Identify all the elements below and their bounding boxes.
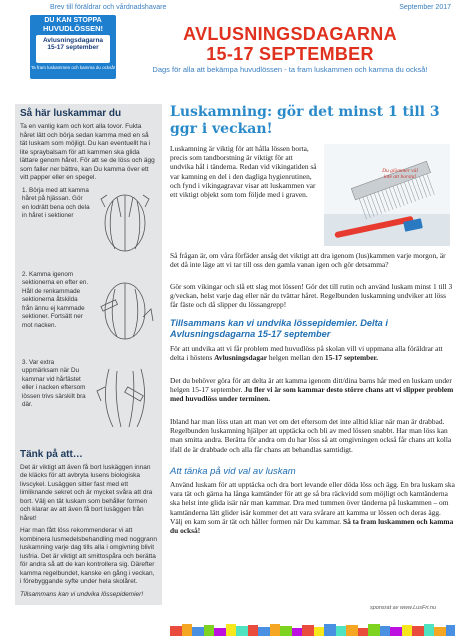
badge-inner-dates: 15-17 september <box>47 44 99 51</box>
step-1-text: 1. Börja med att kamma håret på hjässan. Gör en lodrätt bena och dela in håret i sektioner <box>22 186 90 219</box>
badge-line1: DU KAN STOPPA <box>44 17 102 24</box>
comb-caption: Du glömmer väl inte att borsta! <box>382 168 418 180</box>
letter-date: September 2017 <box>399 4 451 11</box>
para-b-text-2: helgen mellan den <box>267 353 325 363</box>
badge-footer: Ta fram luskammen och kamma du också! <box>30 65 116 70</box>
para-c-bold: Ju fler vi är som kammar desto större chans att vi slipper problem med huvudlöss under terminen. <box>170 385 454 404</box>
para-b-date: 15-17 september. <box>324 353 378 363</box>
letter-type: Brev till föräldrar och vårdnadshavare <box>50 4 167 11</box>
article-para-b <box>170 344 455 362</box>
campaign-badge <box>30 15 116 79</box>
sidebar-para-2: Det är viktigt att även få bort luskäggen innan de kläcks för att avbryta lusens biologiska livscykel. Lusäggen sitter fast med ett limliknande sekret och är mycket svåra att dra bort. Välj en tät luskam som behåller formen och klarar av att även få bort lusäggen från håret! <box>20 463 153 522</box>
subhead-1: Tillsammans kan vi undvika lössepidemier. Delta i Avlusningsdagarna 15-17 september <box>170 318 388 339</box>
para-b-bold: Avlusningsdagar <box>214 353 267 363</box>
step-2-text: 2. Kamma igenom sektionerna en efter en. Håll de renkammade sektionerna åtskilda från ännu ej kammade sektioner. Fortsätt ner mot nacken. <box>22 270 89 329</box>
article-para-e <box>170 480 455 535</box>
article-para-d: Ibland har man löss utan att man vet om det eftersom det inte alltid kliar när man är drabbad. Regelbunden luskamning hjälper att upptäcka och bli av med lössen snabbt. Har man löss kan man smitta andra. Berätta för andra om du har löss så att omgivningen också får chans att kolla ifall de är drabbade och alla får chans att behandlas samtidigt. <box>170 417 452 454</box>
article-lead-cont: Så frågan är, om våra förfäder ansåg det viktigt att dra igenom (lus)kammen varje morgon, är det då inte läge att vi tar till oss den gamla vanan igen och gör detsamma? <box>170 251 446 270</box>
comb-photo <box>324 144 450 246</box>
para-e-bold: Så ta fram luskammen och kamma du också! <box>170 516 454 536</box>
top-line <box>0 4 461 14</box>
step-3-illustration <box>95 361 155 433</box>
article-para-c <box>170 376 455 404</box>
para-e-text: Använd luskam för att upptäcka och dra bort levande eller döda löss och ägg. En bra luskam ska vara tät och gärna ha långa kamtänder för att ge så bra räckvidd som möjligt och kamtänderna ska helst inte glida isär när man kammar. Dra med tummen över tänderna på luskammen – om kamtänderna lätt glider isär kommer det att vara svårare att kamma ur lössen och deras ägg. Välj en kam som är tät och håller formen när Du kammar. <box>170 480 455 526</box>
subhead-2: Att tänka på vid val av luskam <box>170 466 296 477</box>
badge-inner-title: Avlusningsdagarna <box>42 37 104 44</box>
article-lead: Luskamning är viktig för att hålla lössen borta, precis som tandborstning är viktigt för att undvika hål i tänderna. Redan vid vikingatiden så var kamning en del i den dagliga hygienrutinen, och fynd i vikingagravar visar att luskammen var ett viktigt objekt som tom följde med i graven. <box>170 144 317 200</box>
sidebar-para-3: Har man fått löss rekommenderar vi att kombinera lusmedelsbehandling med noggrann luskamning varje dag tills alla i omgivning blivit lusfria. Det är viktigt att smittospåra och berätta för andra så att de kan kontrollera sig. Därefter kamma regelbundet, kanske en gång i veckan, i förebyggande syfte under hela skolåret. <box>20 527 157 585</box>
badge-line2: HUVUDLÖSSEN! <box>42 24 103 33</box>
title-line1: AVLUSNINGSDAGARNA <box>183 24 397 44</box>
sidebar-panel <box>15 104 162 605</box>
page-subtitle: Dags för alla att bekämpa huvudlössen - ta fram luskammen och kamma du också! <box>152 65 428 74</box>
para-c-text: Det du behöver göra för att delta är att kamma igenom ditt/dina barns hår med en luskam under helgen 15-17 september. <box>170 376 452 395</box>
page-title <box>120 24 460 64</box>
article-para-a: Gör som vikingar och slå ett slag mot lössen! Gör det till rutin och använd luskam minst 1 till 3 g/veckan, helst varje dag eller när du tvättar håret. Regelbunden luskamning undviker att löss får fäste och då slipper du lössangrepp! <box>170 282 453 310</box>
sidebar-heading: Så här luskammar du <box>20 108 122 119</box>
combing-steps <box>20 187 157 447</box>
sidebar-intro: Ta en vanlig kam och kort alla tovor. Fukta håret lätt och börja sedan kamma med en så tät luskam som möjligt. Du kan eventuellt ha i lite spraybalsam för att kammen ska glida lättare genom håret. För att se de löss och ägg som faller ner bättre, kan Du kamma över ett vitt papper eller en spegel. <box>20 123 155 181</box>
pencil-decoration <box>170 622 455 636</box>
article-title: Luskamning: gör det minst 1 till 3 ggr i veckan! <box>170 104 440 137</box>
sidebar-heading-2: Tänk på att… <box>20 448 83 460</box>
step-1-illustration <box>95 187 155 259</box>
sidebar-closing: Tillsammans kan vi undvika lössepidemier! <box>20 590 144 598</box>
title-line2: 15-17 SEPTEMBER <box>206 44 374 64</box>
para-b-text-1: För att undvika att vi får problem med huvudlöss på skolan vill vi uppmana alla föräldrar att delta i höstens <box>170 344 443 363</box>
badge-inner <box>36 35 110 63</box>
step-3-text: 3. Var extra uppmärksam när Du kammar vid hårfästet eller i nacken eftersom lössen trivs särskilt bra där. <box>22 358 86 408</box>
sponsor-text: sponsrat av www.LusFri.nu <box>370 605 437 611</box>
step-2-illustration <box>95 273 155 345</box>
article <box>170 104 455 536</box>
